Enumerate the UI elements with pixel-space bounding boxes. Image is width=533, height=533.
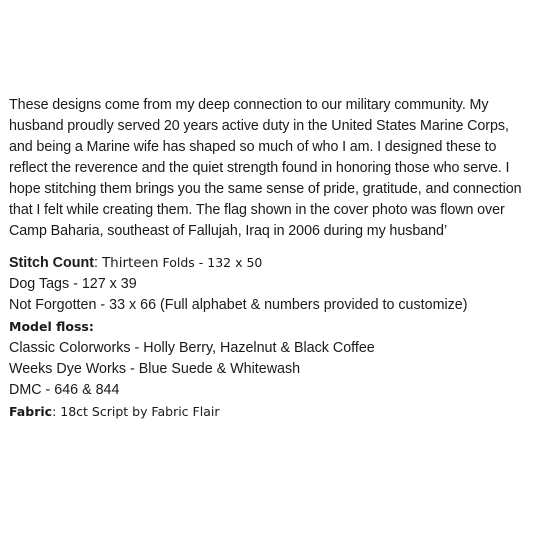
- stitch-count-label: Stitch Count: [9, 255, 94, 271]
- model-floss-label: Model floss:: [9, 319, 94, 334]
- model-floss-heading: [9, 316, 524, 338]
- thirteen-folds-size: Folds - 132 x 50: [158, 255, 263, 270]
- description-block: [9, 95, 524, 423]
- stitch-count-colon: :: [93, 255, 102, 271]
- dog-tags-line: Dog Tags - 127 x 39: [9, 276, 137, 292]
- thirteen-folds-name: Thirteen: [101, 255, 159, 271]
- fabric-label: Fabric: [9, 404, 53, 419]
- floss-weeks-dye-works: Weeks Dye Works - Blue Suede & Whitewash: [9, 361, 301, 377]
- fabric-line: [9, 401, 524, 423]
- floss-dmc: DMC - 646 & 844: [9, 382, 120, 398]
- not-forgotten-line: Not Forgotten - 33 x 66 (Full alphabet & numbers provided to customize): [9, 297, 468, 313]
- floss-classic-colorworks: Classic Colorworks - Holly Berry, Hazelnut & Black Coffee: [9, 340, 375, 356]
- fabric-value: : 18ct Script by Fabric Flair: [52, 404, 220, 419]
- stitch-count-line: [9, 252, 524, 274]
- intro-paragraph: These designs come from my deep connection to our military community. My husband proudly served 20 years active duty in the United States Marine Corps, and being a Marine wife has shaped so much of who I am. I designed these to reflect the reverence and the quiet strength found in honoring those who serve. I hope stitching them brings you the same sense of pride, gratitude, and connection that I felt while creating them. The flag shown in the cover photo was flown over Camp Baharia, southeast of Fallujah, Iraq in 2006 during my husband’: [9, 97, 522, 239]
